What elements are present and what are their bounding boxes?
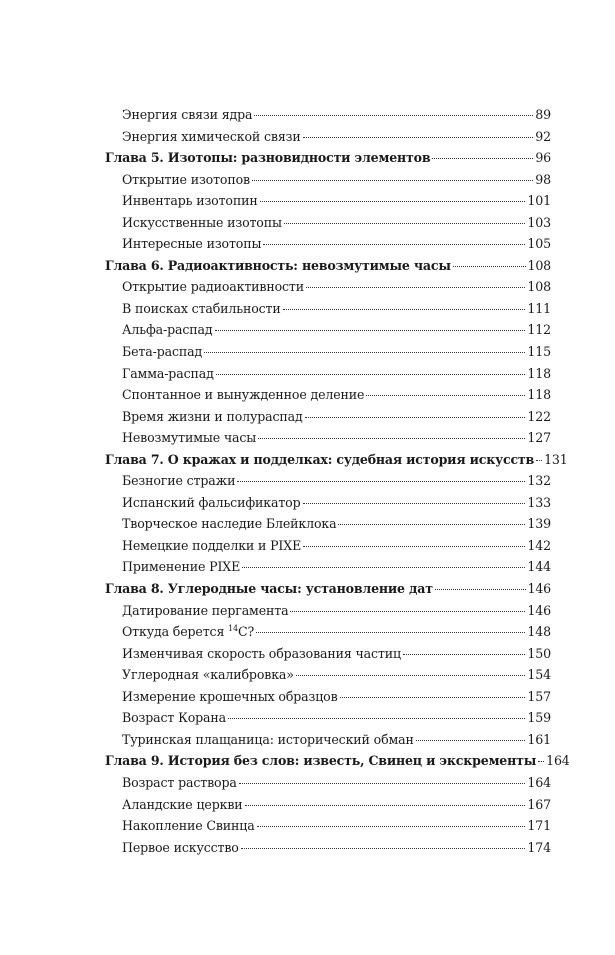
toc-section-entry[interactable] [105, 664, 551, 686]
toc-section-entry[interactable] [105, 169, 551, 191]
toc-page-number: 131 [544, 451, 568, 467]
toc-section-entry[interactable] [105, 319, 551, 341]
dot-leader [204, 352, 525, 353]
toc-entry-title [122, 492, 301, 514]
dot-leader [303, 546, 525, 547]
toc-entry-title [105, 255, 451, 277]
toc-entry-title [122, 513, 336, 535]
toc-section-entry[interactable] [105, 729, 551, 751]
toc-entry-title-text: Глава 6. Радиоактивность: невозмутимые часы [105, 257, 451, 273]
toc-entry-title [122, 686, 338, 708]
dot-leader [263, 244, 525, 245]
toc-page-number: 154 [527, 667, 551, 683]
dot-leader [245, 805, 526, 806]
dot-leader [260, 201, 526, 202]
toc-entry-title [105, 147, 430, 169]
toc-section-entry[interactable] [105, 427, 551, 449]
toc-section-entry[interactable] [105, 384, 551, 406]
toc-entry-title [122, 298, 281, 320]
toc-page-number: 105 [527, 236, 551, 252]
toc-entry-title [122, 406, 303, 428]
dot-leader [303, 503, 526, 504]
toc-section-entry[interactable] [105, 126, 551, 148]
toc-entry-title [122, 707, 226, 729]
toc-section-entry[interactable] [105, 556, 551, 578]
toc-entry-title [122, 837, 239, 859]
dot-leader [228, 718, 525, 719]
toc-page-number: 144 [527, 559, 551, 575]
toc-section-entry[interactable] [105, 772, 551, 794]
toc-entry-title-text: Глава 9. История без слов: известь, Свинец и экскременты [105, 753, 537, 769]
toc-entry-title-text: Аландские церкви [122, 796, 243, 812]
dot-leader [241, 848, 526, 849]
toc-entry-title [122, 815, 255, 837]
toc-entry-title [122, 621, 254, 643]
toc-page-number: 92 [535, 128, 551, 144]
toc-entry-title [122, 729, 414, 751]
toc-entry-title-text: Накопление Свинца [122, 818, 255, 834]
toc-entry-title [122, 212, 282, 234]
toc-entry-title [122, 664, 294, 686]
toc-entry-title [122, 363, 214, 385]
toc-entry-title-text: Углеродная «калибровка» [122, 667, 294, 683]
dot-leader [254, 115, 533, 116]
toc-chapter-entry[interactable] [105, 750, 570, 772]
toc-entry-title [122, 104, 252, 126]
toc-page-number: 111 [527, 300, 551, 316]
toc-entry-title-text: Возраст раствора [122, 774, 237, 790]
dot-leader [237, 481, 525, 482]
toc-entry-title [122, 233, 261, 255]
toc-section-entry[interactable] [105, 837, 551, 859]
toc-entry-title-text: Искусственные изотопы [122, 214, 282, 230]
toc-section-entry[interactable] [105, 643, 551, 665]
toc-page-number: 159 [527, 710, 551, 726]
toc-page-number: 167 [527, 796, 551, 812]
toc-entry-title-text: Невозмутимые часы [122, 430, 257, 446]
toc-entry-title [122, 643, 401, 665]
dot-leader [290, 611, 525, 612]
toc-page-number: 101 [527, 193, 551, 209]
toc-chapter-entry[interactable] [105, 147, 551, 169]
toc-entry-title-text: Датирование пергамента [122, 602, 289, 618]
dot-leader [306, 287, 525, 288]
toc-entry-title [122, 556, 240, 578]
toc-entry-title [105, 578, 433, 600]
toc-section-entry[interactable] [105, 406, 551, 428]
table-of-contents [105, 104, 570, 858]
toc-page-number: 164 [527, 774, 551, 790]
toc-section-entry[interactable] [105, 104, 551, 126]
dot-leader [453, 266, 526, 267]
toc-page-number: 139 [527, 516, 551, 532]
toc-entry-title [122, 169, 250, 191]
superscript: 14 [228, 624, 238, 634]
toc-entry-title-text: Глава 5. Изотопы: разновидности элементов [105, 150, 431, 166]
toc-entry-title-text: Изменчивая скорость образования частиц [122, 645, 401, 661]
toc-section-entry[interactable] [105, 600, 551, 622]
toc-entry-title [122, 319, 213, 341]
toc-entry-title-text: Альфа-распад [122, 322, 213, 338]
dot-leader [284, 223, 526, 224]
toc-page-number: 127 [527, 430, 551, 446]
toc-entry-title-text: С? [238, 624, 255, 640]
toc-page-number: 146 [527, 602, 551, 618]
dot-leader [338, 524, 525, 525]
toc-section-entry[interactable] [105, 212, 551, 234]
dot-leader [536, 460, 542, 461]
toc-entry-title-text: Творческое наследие Блейклока [122, 516, 337, 532]
dot-leader [403, 654, 525, 655]
toc-section-entry[interactable] [105, 363, 551, 385]
toc-page-number: 103 [527, 214, 551, 230]
dot-leader [296, 675, 526, 676]
toc-section-entry[interactable] [105, 513, 551, 535]
toc-entry-title-text: Измерение крошечных образцов [122, 688, 338, 704]
toc-entry-title [122, 384, 364, 406]
dot-leader [256, 632, 525, 633]
dot-leader [366, 395, 525, 396]
toc-entry-title [122, 600, 288, 622]
dot-leader [305, 417, 526, 418]
toc-page-number: 164 [546, 753, 570, 769]
toc-page-number: 118 [527, 387, 551, 403]
toc-section-entry[interactable] [105, 686, 551, 708]
toc-page-number: 161 [527, 731, 551, 747]
toc-page-number: 148 [527, 624, 551, 640]
toc-entry-title-text: В поисках стабильности [122, 300, 281, 316]
toc-page-number: 115 [527, 344, 551, 360]
toc-page-number: 98 [535, 171, 551, 187]
toc-entry-title [122, 126, 301, 148]
toc-section-entry[interactable] [105, 276, 551, 298]
toc-page-number: 96 [535, 150, 551, 166]
toc-entry-title [122, 341, 202, 363]
toc-entry-title-text: Возраст Корана [122, 710, 226, 726]
dot-leader [416, 740, 526, 741]
toc-entry-title-text: Туринская плащаница: исторический обман [122, 731, 414, 747]
toc-entry-title-text: Энергия химической связи [122, 128, 301, 144]
toc-entry-title [122, 190, 258, 212]
toc-page-number: 108 [527, 279, 551, 295]
toc-section-entry[interactable] [105, 621, 551, 643]
toc-entry-title-text: Испанский фальсификатор [122, 494, 301, 510]
toc-page-number: 108 [527, 257, 551, 273]
toc-entry-title [122, 794, 243, 816]
toc-page-number: 89 [535, 107, 551, 122]
toc-entry-title [122, 535, 301, 557]
toc-page-number: 133 [527, 494, 551, 510]
toc-entry-title-text: Открытие радиоактивности [122, 279, 304, 295]
toc-page-number: 122 [527, 408, 551, 424]
dot-leader [340, 697, 526, 698]
dot-leader [216, 374, 526, 375]
toc-section-entry[interactable] [105, 298, 551, 320]
toc-chapter-entry[interactable] [105, 449, 568, 471]
toc-section-entry[interactable] [105, 815, 551, 837]
toc-entry-title [122, 772, 237, 794]
toc-page-number: 171 [527, 818, 551, 834]
toc-entry-title-text: Откуда берется [122, 624, 229, 640]
dot-leader [257, 826, 526, 827]
dot-leader [258, 438, 525, 439]
dot-leader [242, 567, 525, 568]
toc-entry-title-text: Энергия связи ядра [122, 107, 253, 122]
toc-entry-title-text: Инвентарь изотопин [122, 193, 258, 209]
toc-entry-title-text: Спонтанное и вынужденное деление [122, 387, 365, 403]
toc-section-entry[interactable] [105, 470, 551, 492]
toc-page-number: 132 [527, 473, 551, 489]
dot-leader [538, 761, 544, 762]
toc-page-number: 118 [527, 365, 551, 381]
toc-section-entry[interactable] [105, 707, 551, 729]
toc-page-number: 142 [527, 537, 551, 553]
dot-leader [215, 330, 526, 331]
toc-page-number: 174 [527, 839, 551, 855]
toc-entry-title [122, 427, 256, 449]
toc-entry-title-text: Бета-распад [122, 344, 203, 360]
toc-entry-title-text: Безногие стражи [122, 473, 236, 489]
toc-page-number: 157 [527, 688, 551, 704]
toc-entry-title-text: Открытие изотопов [122, 171, 250, 187]
toc-entry-title-text: Время жизни и полураспад [122, 408, 303, 424]
toc-entry-title [122, 276, 304, 298]
toc-entry-title-text: Гамма-распад [122, 365, 214, 381]
toc-chapter-entry[interactable] [105, 255, 551, 277]
toc-section-entry[interactable] [105, 190, 551, 212]
dot-leader [283, 309, 526, 310]
dot-leader [432, 158, 533, 159]
toc-section-entry[interactable] [105, 492, 551, 514]
toc-entry-title-text: Применение PIXE [122, 559, 241, 575]
toc-section-entry[interactable] [105, 341, 551, 363]
toc-entry-title-text: Глава 8. Углеродные часы: установление дат [105, 581, 433, 597]
toc-page-number: 150 [527, 645, 551, 661]
toc-entry-title-text: Интересные изотопы [122, 236, 262, 252]
dot-leader [435, 589, 526, 590]
dot-leader [239, 783, 526, 784]
toc-page-number: 112 [527, 322, 551, 338]
toc-section-entry[interactable] [105, 535, 551, 557]
toc-entry-title-text: Глава 7. О кражах и подделках: судебная история искусств [105, 451, 535, 467]
toc-chapter-entry[interactable] [105, 578, 551, 600]
toc-page-number: 146 [527, 581, 551, 597]
toc-entry-title [122, 470, 235, 492]
toc-entry-title-text: Немецкие подделки и PIXE [122, 537, 302, 553]
dot-leader [252, 180, 533, 181]
dot-leader [303, 137, 534, 138]
toc-entry-title [105, 449, 534, 471]
toc-section-entry[interactable] [105, 794, 551, 816]
toc-entry-title-text: Первое искусство [122, 839, 239, 855]
toc-entry-title [105, 750, 536, 772]
toc-section-entry[interactable] [105, 233, 551, 255]
